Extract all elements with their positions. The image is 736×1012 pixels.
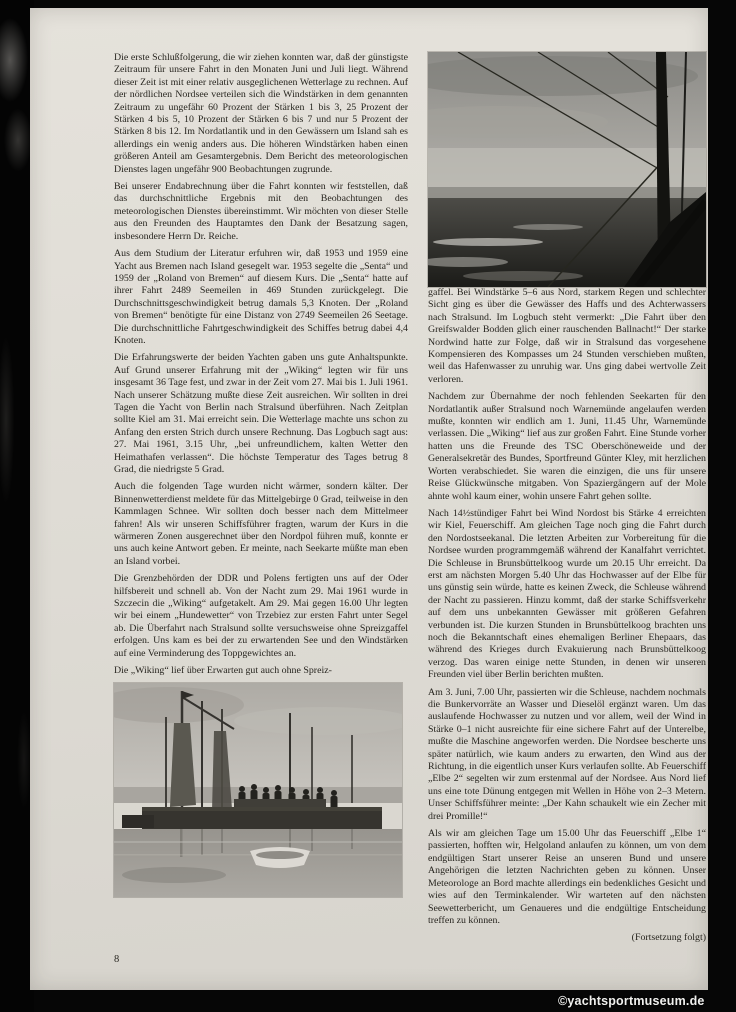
paragraph: Am 3. Juni, 7.00 Uhr, passierten wir die Schleuse, nachdem nochmals die Bunkervorräte an Wasser und Dieselöl ergänzt waren. Um das auslaufende Hochwasser zu nutzen und vor allem, weil der Wind in Stärke 0–1 nicht ausreichte für eine sichere Fahrt auf der Unterelbe, mußte die Maschine angeworfen werden. Die Nordsee bescherte uns später natürlich, wie kaum anders zu erwarten, den Wind aus der Richtung, in die eigentlich unser Kurs verlaufen sollte. Ab Feuerschiff „Elbe 2“ segelten wir zum erstenmal auf der Nordsee. Aus Nord lief uns eine tote Dünung entgegen mit Wellen in Höhe von 2–3 Metern. Unser Schiffsführer meinte: „Der Kahn schaukelt wie ein Zecher mit drei Promille!“ [428,686,706,822]
page-number: 8 [114,954,120,965]
boat-hulls [122,799,382,829]
paragraph: Auch die folgenden Tage wurden nicht wärmer, sondern kälter. Der Binnenwetterdienst meldete für das Mittelgebirge 0 Grad, teilweise in den Kammlagen Schnee. Wir sollten doch besser nach dem Mittelmeer fahren! Als wir unseren Schiffsführer fragten, warum der Kurs in die wärmeren Zonen ausgerechnet über den Nordpol führen muß, konnte er uns auch keine Antwort geben. Er meinte, nach Seekarte müßte man eben an Island vorbei. [114,481,408,567]
watermark: ©yachtsportmuseum.de [558,994,705,1008]
paragraph: gaffel. Bei Windstärke 5–6 aus Nord, starkem Regen und schlechter Sicht ging es über die Gewässer des Haffs und des Achterwassers nach Stralsund. Im Logbuch steht vermerkt: „Die Fahrt über den Greifswalder Bodden glich einer rauschenden Ballnacht!“ Der starke Nordwind hatte zur Folge, daß wir in Stralsund das vorgesehene Kompensieren des Kompasses um 24 Stunden verschieben mußten, weil das Hafenwasser zu unruhig war. Uns ging dabei wertvolle Zeit verloren. [428,287,706,385]
sailing-photo-graphic [428,52,706,287]
paragraph: Aus dem Studium der Literatur erfuhren wir, daß 1953 und 1959 eine Yacht aus Bremen nach Island gesegelt war. 1953 segelte die „Senta“ und 1959 der „Roland von Bremen“ auf diesem Kurs. Die „Senta“ hatte auf ihrer Fahrt 2489 Seemeilen in 469 Stunden zurückgelegt. Die Durchschnittsgeschwindigkeit betrug damals 5,3 Knoten. Der „Roland von Bremen“ benötigte für eine Distanz von 2749 Seemeilen 26 Seetage. Die durchschnittliche Fahrtgeschwindigkeit des Schiffes betrug dabei 4,4 Knoten. [114,248,408,346]
paragraph: Nachdem zur Übernahme der noch fehlenden Seekarten für den Nordatlantik außer Stralsund noch Warnemünde angelaufen werden mußte, konnten wir endlich am 1. Juni, 11.45 Uhr, Warnemünde verlassen. Die „Wiking“ lief aus zur großen Fahrt. Eine Stunde vorher hatten uns die Freunde des TSC Oberschöneweide und der Generalsekretär des Bundes, Sportfreund Günter Kley, mit herzlichen Worten verabschiedet. Sie waren die einzigen, die uns für unsere Reise Glückwünsche mitgaben. Von Spaziergängern auf der Mole ahnte wohl kaum einer, wohin unsere Fahrt gehen sollte. [428,391,706,502]
paragraph: Die Erfahrungswerte der beiden Yachten gaben uns gute Anhaltspunkte. Auf Grund unserer Erfahrung mit der „Wiking“ legten wir für uns insgesamt 36 Tage fest, und zwar in der Zeit vom 27. Mai bis 1. Juli 1961. Nach unserer Schätzung mußte diese Zeit ausreichen. Wir sollten in drei Tagen die Yacht von Berlin nach Stralsund überführen. Nach Zeitplan sollte Kiel am 31. Mai erreicht sein. Die Wetterlage machte uns schon zu Anfang den ersten Strich durch unsere Rechnung. Das Logbuch sagt aus: 27. Mai 1961, 3.15 Uhr, „bei unfreundlichem, kalten Wetter den Heimathafen verlassen“. Die höchste Temperatur des Tages betrug 8 Grad, die niedrigste 5 Grad. [114,352,408,475]
right-column [428,52,706,950]
sky [114,683,402,803]
sailing-scene-photo [428,52,706,287]
paragraph: Nach 14½stündiger Fahrt bei Wind Nordost bis Stärke 4 erreichten wir Kiel, Feuerschiff. Am gleichen Tage noch ging die Fahrt durch den Nordostseekanal. Die letzten Arbeiten zur Vorbereitung für die Nordsee wurden programmgemäß während der Kanalfahrt verrichtet. Die Schleuse in Brunsbüttelkoog wurde um 20.15 Uhr erreicht. Da erst am nächsten Morgen 5.40 Uhr das Hochwasser auf der Elbe für uns günstig sein würde, hatte es keinen Zweck, die Schleuse während der Nacht zu passieren. Hinzu kommt, daß der starke Schiffsverkehr auf dem uns unbekannten Gewässer mit größeren Gefahren verbunden ist. Die kurzen Stunden in Brunsbüttelkoog brachten uns noch die Bekanntschaft eines ehemaligen Berliner Ehepaars, das während des Krieges durch Evakuierung nach Brunsbüttelkoog verzog. Das waren einige nette Stunden, in denen wir unseren Freunden viel über Berlin berichten mußten. [428,507,706,681]
harbor-photo-graphic [114,683,402,897]
film-edge [0,0,34,1012]
water [114,829,402,897]
paragraph: Die „Wiking“ lief über Erwarten gut auch ohne Spreiz- [114,665,332,677]
harbor-scene-photo [114,683,402,897]
left-column [114,52,408,897]
paragraph: Die erste Schlußfolgerung, die wir ziehen konnten war, daß der günstigste Zeitraum für unsere Fahrt in den Monaten Juni und Juli liegt. Während dieser Zeit ist mit einer relativ ausgeglichenen Wetterlage zu rechnen. Auf der nördlichen Nordsee verteilen sich die Windstärken in dem genannten Zeitraum zu ungefähr 60 Prozent der Stärken 1 bis 3, 25 Prozent der Stärken 4 bis 5, 10 Prozent der Stärken 6 bis 7 und nur 5 Prozent der Stärken 8 bis 12. Im Nordatlantik und in den Gewässern um Island sah es allerdings ein wenig anders aus. Die höheren Windstärken haben einen größeren Anteil am Gesamtergebnis. Dem Bericht des meteorologischen Dienstes lagen ungefähr 900 Beobachtungen zugrunde. [114,52,408,175]
paragraph: Die Grenzbehörden der DDR und Polens fertigten uns auf der Oder hilfsbereit und schnell ab. Von der Nacht zum 29. Mai 1961 wurde in Szczecin die „Wiking“ aufgetakelt. Am 29. Mai gegen 16.00 Uhr legten wir bei einem „Hundewetter“ von Trzebiez zur ersten Fahrt unter Segel ab. Die Überfahrt nach Stralsund sollte versuchsweise ohne Spreizgaffel erfolgen. Uns kam es bei der zu erwartenden See und den Windstärken auf eine Verminderung des Toppgewichtes an. [114,573,408,659]
paragraph: Bei unserer Endabrechnung über die Fahrt konnten wir feststellen, daß das durchschnittliche Ergebnis mit den Beobachtungen des meteorologischen Dienstes übereinstimmt. Wir möchten von dieser Stelle aus den Freunden des Hauptamtes den Dank der Besatzung sagen, insbesondere Herrn Dr. Reiche. [114,181,408,242]
paragraph: Als wir am gleichen Tage um 15.00 Uhr das Feuerschiff „Elbe 1“ passierten, hofften wir, Helgoland anlaufen zu können, um von dem endgültigen Start unserer Reise an unseren Bund und unsere Angehörigen die letzten Nachrichten geben zu können. Unser Meteorologe an Bord machte allerdings ein bedenkliches Gesicht und wies auf den Terminkalender. Wir warteten auf den nächsten Seewetterbericht, um Genaueres und die endgültige Entscheidung treffen zu können. [428,828,706,926]
continuation-note: (Fortsetzung folgt) [631,932,706,944]
scanned-page [30,8,708,990]
